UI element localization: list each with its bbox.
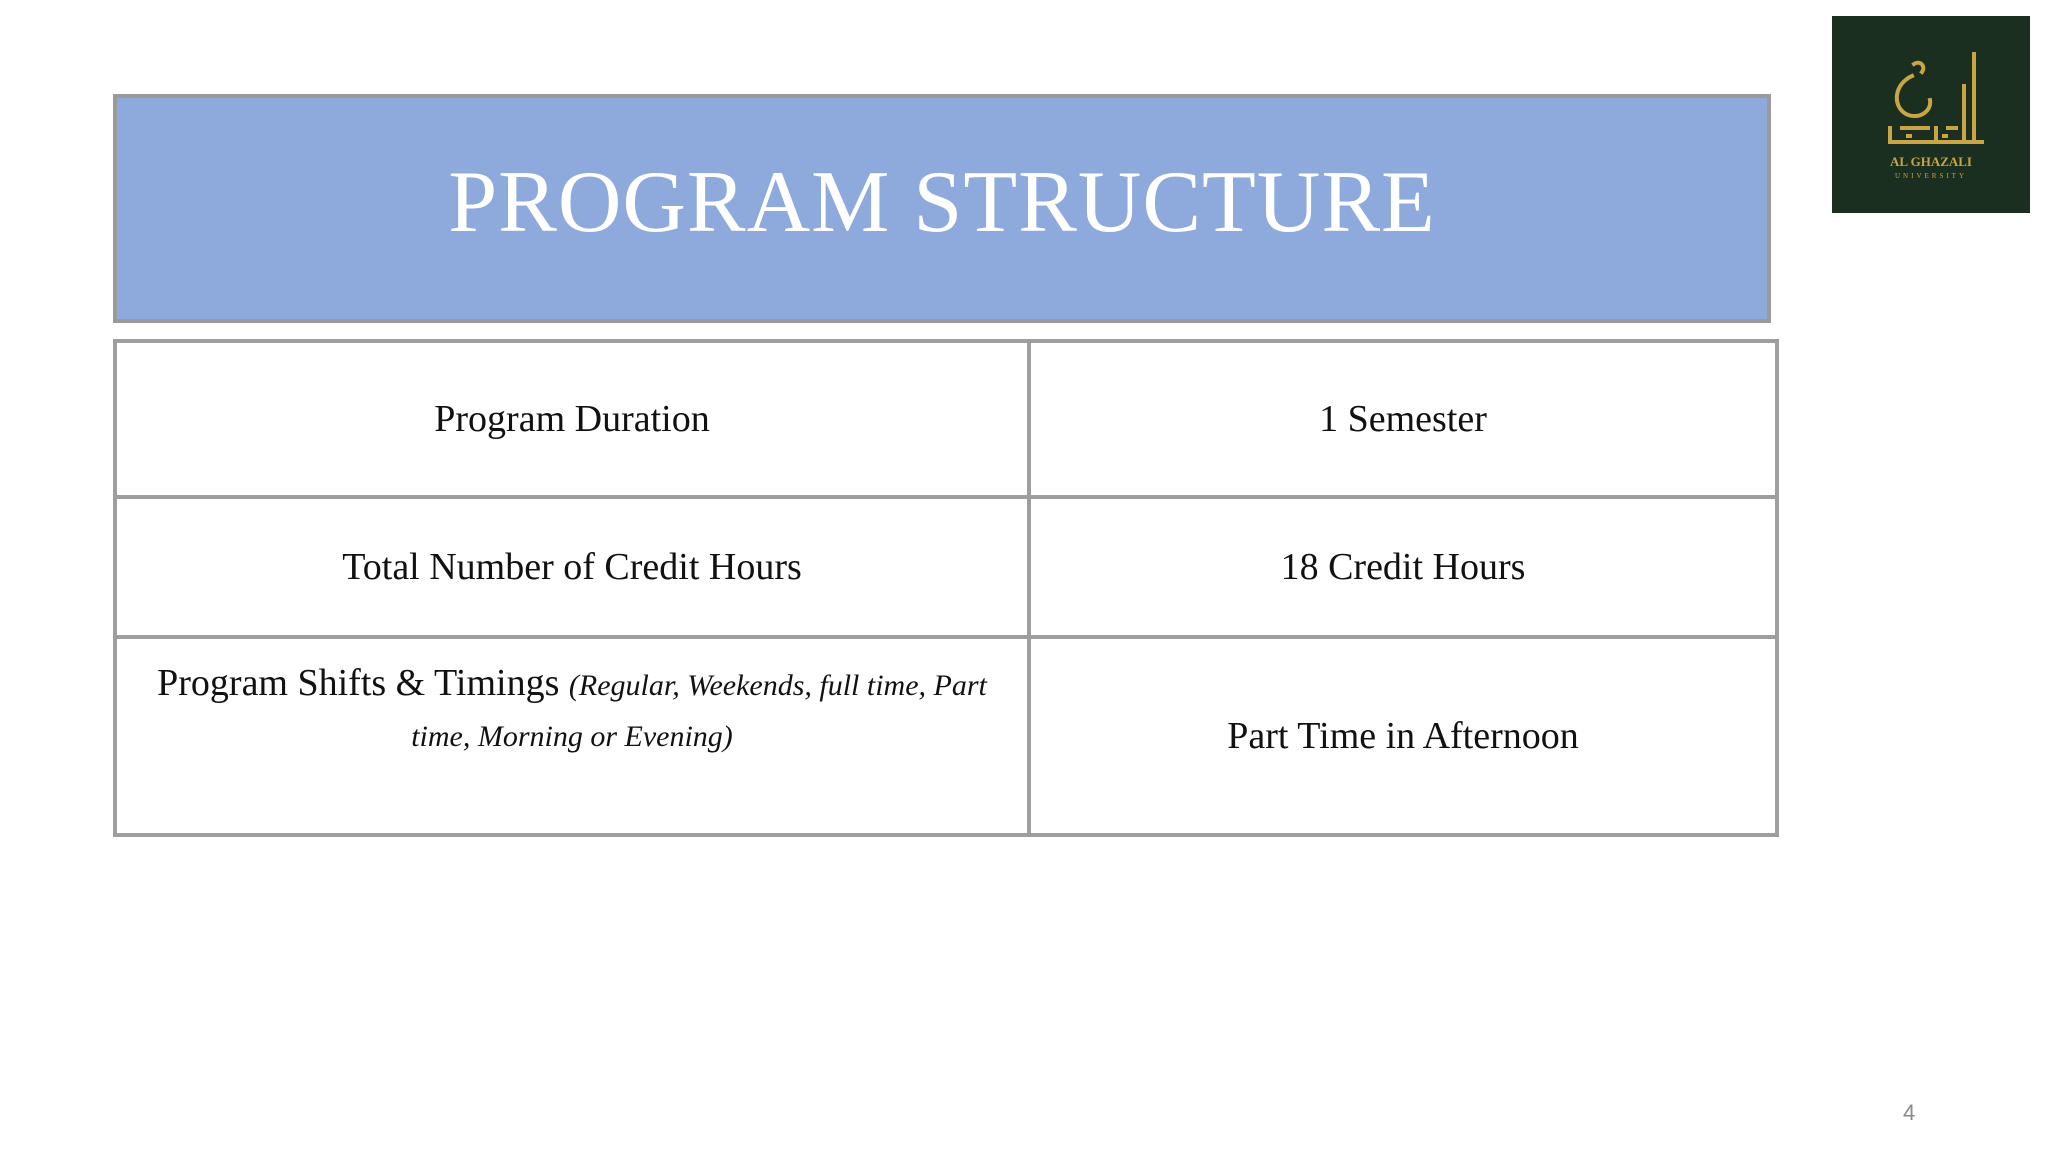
program-duration-value: 1 Semester [1319, 398, 1487, 440]
logo-sub-text: UNIVERSITY [1895, 172, 1967, 180]
slide-title: PROGRAM STRUCTURE [448, 154, 1436, 251]
row-label [115, 497, 1029, 637]
page-number: 4 [1903, 1100, 1916, 1125]
table-row [115, 341, 1777, 497]
program-duration-label: Program Duration [434, 398, 710, 440]
credit-hours-value: 18 Credit Hours [1280, 546, 1526, 588]
credit-hours-label: Total Number of Credit Hours [342, 546, 802, 588]
row-label [115, 341, 1029, 497]
program-structure-table [113, 339, 1779, 837]
table-row [115, 497, 1777, 637]
shifts-timings-label: Program Shifts & Timings [157, 662, 560, 704]
shifts-timings-note: (Regular, Weekends, full time, Part time, Morning or Evening) [411, 669, 987, 753]
title-banner [113, 94, 1771, 323]
row-value [1029, 637, 1777, 835]
table-row [115, 637, 1777, 835]
shifts-timings-value: Part Time in Afternoon [1227, 715, 1579, 757]
row-label [115, 637, 1029, 835]
logo-name-text: AL GHAZALI [1890, 154, 1972, 169]
university-logo [1832, 16, 2030, 213]
row-value [1029, 497, 1777, 637]
row-value [1029, 341, 1777, 497]
